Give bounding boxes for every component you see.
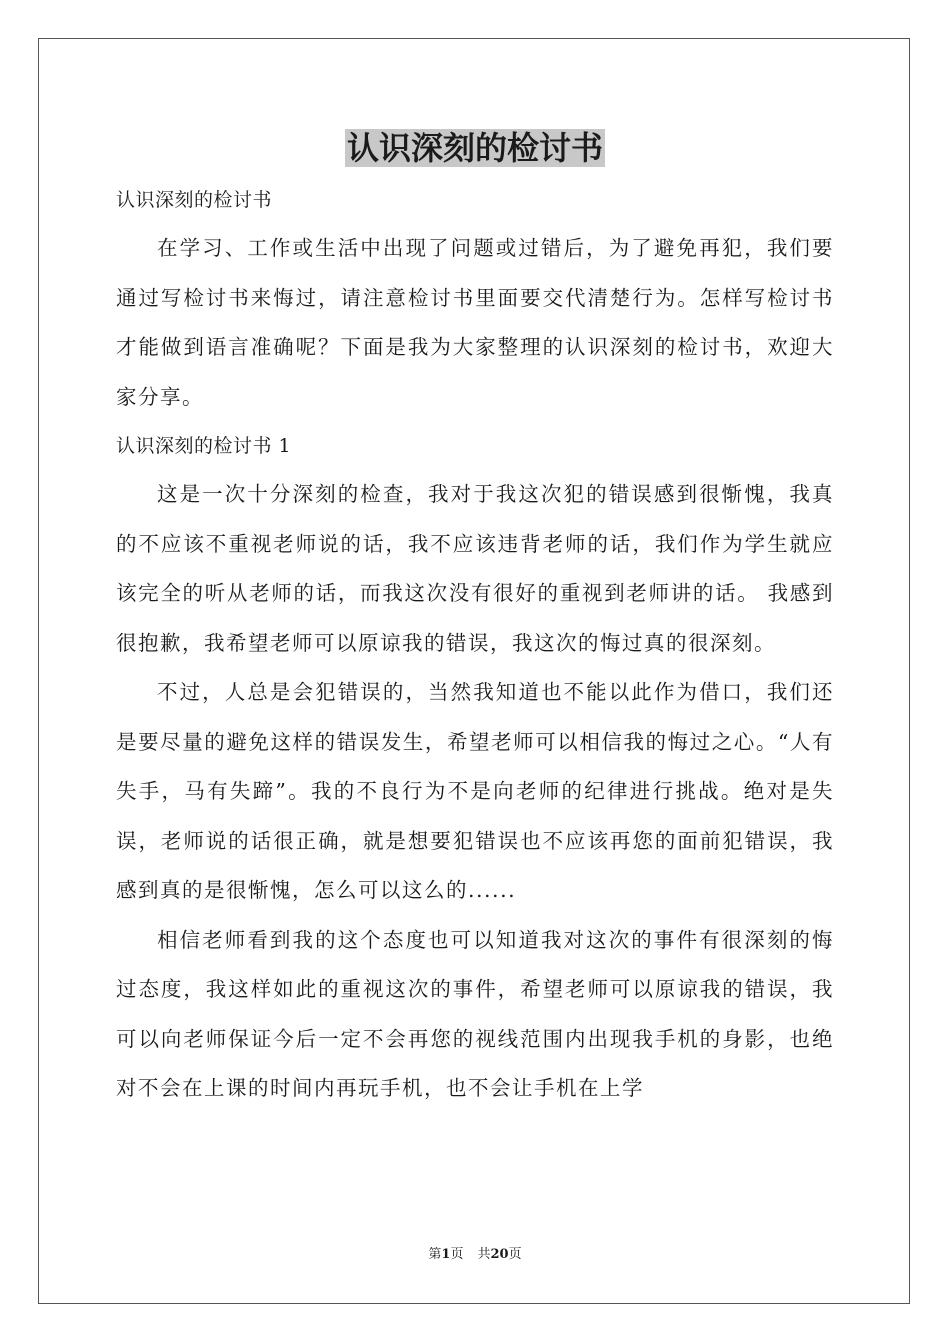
total-pages-number: 20 [490,1247,509,1262]
body-paragraph-2: 不过，人总是会犯错误的，当然我知道也不能以此作为借口，我们还是要尽量的避免这样的错误发生，希望老师可以相信我的悔过之心。“人有失手，马有失蹄”。我的不良行为不是向老师的纪律进行挑战。绝对是失误，老师说的话很正确，就是想要犯错误也不应该再您的面前犯错误，我感到真的是很惭愧，怎么可以这么的...... [116,680,834,902]
page-prefix: 第 [428,1247,442,1262]
total-prefix: 共 [477,1247,491,1262]
body-paragraph-3: 相信老师看到我的这个态度也可以知道我对这次的事件有很深刻的悔过态度，我这样如此的重视这次的事件，希望老师可以原谅我的错误，我可以向老师保证今后一定不会再您的视线范围内出现我手机的身影，也绝对不会在上课的时间内再玩手机，也不会让手机在上学 [116,927,834,1100]
body-paragraph-1: 这是一次十分深刻的检查，我对于我这次犯的错误感到很惭愧，我真的不应该不重视老师说的话，我不应该违背老师的话，我们作为学生就应该完全的听从老师的话，而我这次没有很好的重视到老师讲的话。 我感到很抱歉，我希望老师可以原谅我的错误，我这次的悔过真的很深刻。 [116,482,834,655]
document-title-text: 认识深刻的检讨书 [346,129,603,167]
section-heading-1: 认识深刻的检讨书 1 [116,435,292,457]
document-subtitle: 认识深刻的检讨书 [116,189,273,211]
intro-paragraph: 在学习、工作或生活中出现了问题或过错后，为了避免再犯，我们要通过写检讨书来悔过，请注意检讨书里面要交代清楚行为。怎样写检讨书才能做到语言准确呢？下面是我为大家整理的认识深刻的检讨书，欢迎大家分享。 [116,236,834,409]
page-suffix: 页 [450,1247,464,1262]
current-page-number: 1 [441,1247,451,1262]
total-suffix: 页 [508,1247,522,1262]
document-body [116,176,834,1114]
document-title [0,126,950,170]
page-footer [0,1246,950,1264]
